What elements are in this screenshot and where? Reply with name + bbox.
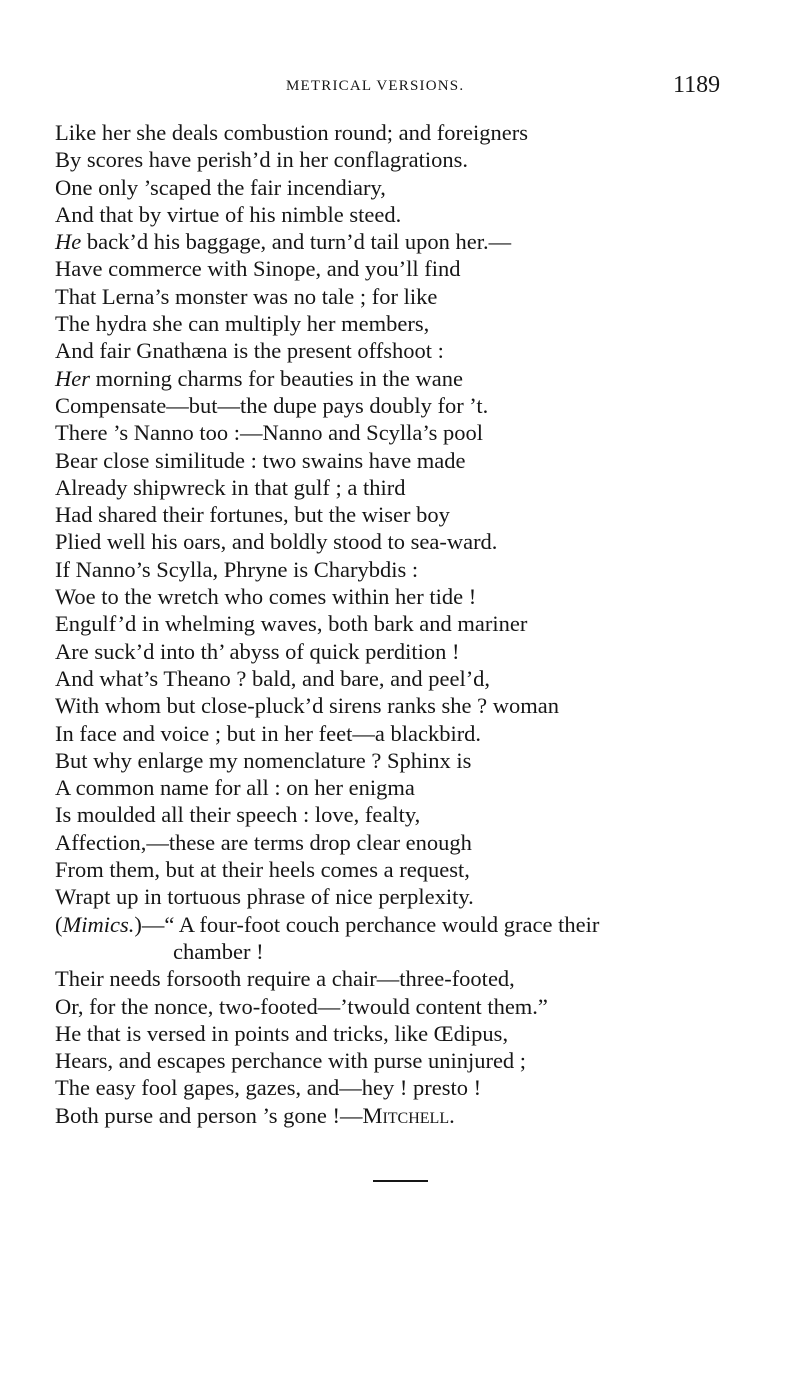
line-text: Their needs forsooth require a chair—three-footed,: [55, 966, 515, 992]
line-text: One only ’scaped the fair incendiary,: [55, 174, 386, 200]
line-text: Had shared their fortunes, but the wiser boy: [55, 502, 450, 528]
line-text: From them, but at their heels comes a request,: [55, 857, 470, 883]
poem-line: [55, 119, 775, 146]
line-text: Already shipwreck in that gulf ; a third: [55, 474, 406, 500]
line-text: The easy fool gapes, gazes, and—hey ! presto !: [55, 1075, 482, 1101]
line-text: Have commerce with Sinope, and you’ll find: [55, 256, 461, 282]
line-text: Plied well his oars, and boldly stood to sea-ward.: [55, 529, 498, 555]
line-text: He that is versed in points and tricks, like Œdipus,: [55, 1020, 509, 1046]
poem-line: [55, 201, 775, 228]
italic-word: He: [55, 229, 82, 255]
line-text: But why enlarge my nomenclature ? Sphinx is: [55, 747, 472, 773]
line-text: Affection,—these are terms drop clear enough: [55, 829, 472, 855]
poem-line: [55, 365, 775, 392]
poem-line: [55, 911, 775, 938]
poem-text: [55, 119, 775, 1129]
line-text: Compensate—but—the dupe pays doubly for ’t.: [55, 392, 489, 418]
page-header: [0, 72, 811, 106]
line-text: Both purse and person ’s gone !—: [55, 1102, 363, 1128]
poem-line: [55, 665, 775, 692]
poem-line: [55, 1102, 775, 1129]
line-text: That Lerna’s monster was no tale ; for like: [55, 283, 438, 309]
poem-line: [55, 283, 775, 310]
poem-line: [55, 255, 775, 282]
poem-line: [55, 747, 775, 774]
running-title: METRICAL VERSIONS.: [286, 78, 465, 94]
line-text: Or, for the nonce, two-footed—’twould content them.”: [55, 993, 548, 1019]
line-text: Woe to the wretch who comes within her tide !: [55, 584, 477, 610]
poem-line: [55, 501, 775, 528]
poem-line: [55, 583, 775, 610]
poem-line: [55, 720, 775, 747]
line-text: Hears, and escapes perchance with purse uninjured ;: [55, 1048, 527, 1074]
line-text: And that by virtue of his nimble steed.: [55, 201, 402, 227]
line-text: In face and voice ; but in her feet—a blackbird.: [55, 720, 482, 746]
poem-line: [55, 638, 775, 665]
line-text: )—“ A four-foot couch perchance would grace their: [134, 911, 600, 937]
line-text: Bear close similitude : two swains have made: [55, 447, 466, 473]
line-text: back’d his baggage, and turn’d tail upon her.—: [81, 229, 512, 255]
poem-line: [55, 447, 775, 474]
poem-line: [55, 146, 775, 173]
poem-line: [55, 228, 775, 255]
page-number: 1189: [673, 72, 721, 98]
line-text: And what’s Theano ? bald, and bare, and peel’d,: [55, 665, 491, 691]
line-text: Is moulded all their speech : love, fealty,: [55, 802, 421, 828]
italic-word: Her: [55, 365, 90, 391]
line-text: Like her she deals combustion round; and foreigners: [55, 120, 528, 145]
line-text: If Nanno’s Scylla, Phryne is Charybdis :: [55, 556, 419, 582]
poem-line: [55, 993, 775, 1020]
poem-line: [55, 774, 775, 801]
section-divider: [373, 1180, 428, 1182]
poem-line: [55, 310, 775, 337]
line-text: Are suck’d into th’ abyss of quick perdition !: [55, 638, 460, 664]
poem-line: [55, 1074, 775, 1101]
poem-line: [55, 474, 775, 501]
poem-line: [55, 1047, 775, 1074]
poem-line: [55, 801, 775, 828]
line-text: Wrapt up in tortuous phrase of nice perplexity.: [55, 884, 474, 910]
line-text: chamber !: [173, 938, 264, 964]
author-attribution: Mitchell.: [362, 1102, 455, 1128]
poem-line: [55, 528, 775, 555]
poem-line: [55, 174, 775, 201]
line-text: There ’s Nanno too :—Nanno and Scylla’s pool: [55, 420, 484, 446]
line-prefix: (: [55, 911, 63, 937]
poem-line: [55, 829, 775, 856]
italic-word: Mimics.: [62, 911, 135, 937]
poem-line: [55, 692, 775, 719]
poem-line: [55, 556, 775, 583]
line-text: morning charms for beauties in the wane: [90, 365, 464, 391]
line-text: A common name for all : on her enigma: [55, 775, 415, 801]
poem-line: [55, 938, 775, 965]
poem-line: [55, 337, 775, 364]
poem-line: [55, 856, 775, 883]
poem-line: [55, 883, 775, 910]
line-text: Engulf’d in whelming waves, both bark and mariner: [55, 611, 528, 637]
line-text: The hydra she can multiply her members,: [55, 311, 430, 337]
poem-line: [55, 1020, 775, 1047]
poem-line: [55, 965, 775, 992]
line-text: By scores have perish’d in her conflagrations.: [55, 147, 468, 173]
poem-line: [55, 419, 775, 446]
line-text: And fair Gnathæna is the present offshoot :: [55, 338, 444, 364]
poem-line: [55, 392, 775, 419]
line-text: With whom but close-pluck’d sirens ranks she ? woman: [55, 693, 559, 719]
poem-line: [55, 610, 775, 637]
